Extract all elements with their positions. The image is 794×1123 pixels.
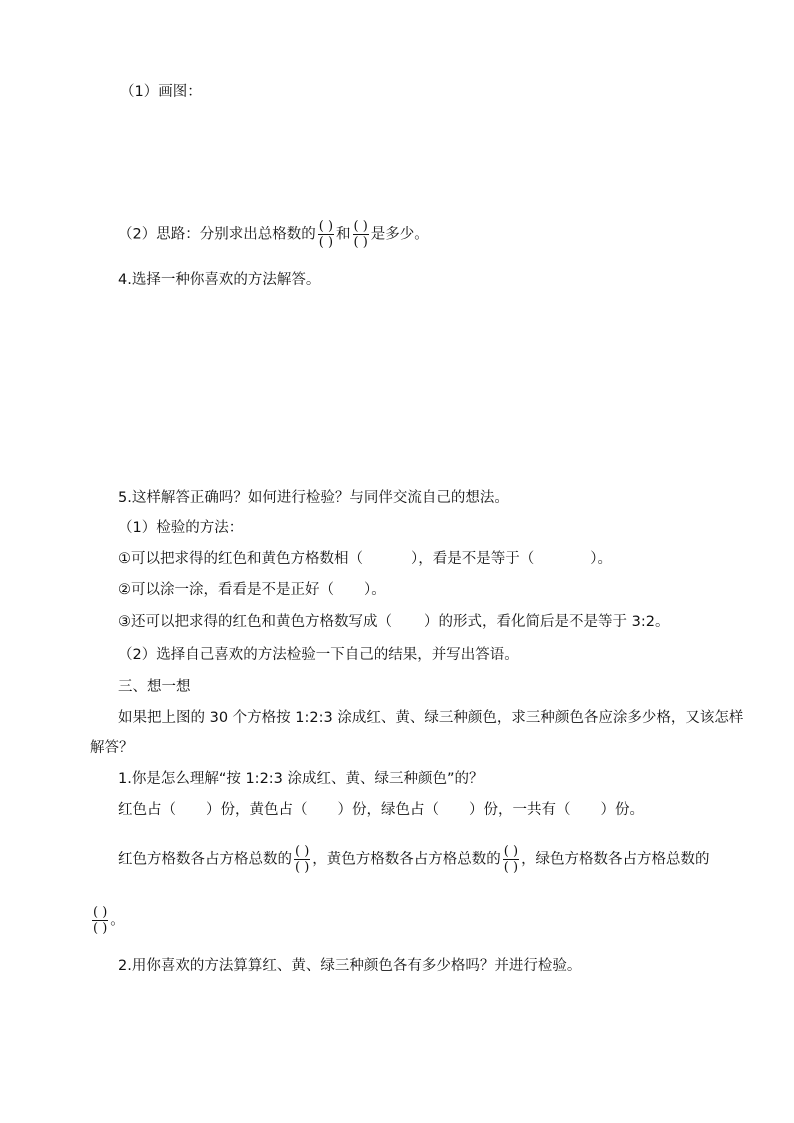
draw-label: （1）画图： xyxy=(120,84,202,100)
frac-yellow-label: ，黄色方格数各占方格总数的 xyxy=(312,851,501,868)
numerator-blank[interactable]: ( ) xyxy=(93,905,108,920)
method-1-text-c: ）。 xyxy=(590,551,612,567)
parts-line xyxy=(118,800,644,820)
fraction-blank[interactable] xyxy=(352,219,370,250)
method-1-text-a: ①可以把求得的红色和黄色方格数相（ xyxy=(118,551,363,567)
check-method-label: （1）检验的方法： xyxy=(118,520,244,536)
fraction-blank[interactable] xyxy=(502,844,520,875)
frac-green-label: ，绿色方格数各占方格总数的 xyxy=(521,851,710,868)
denominator-blank[interactable]: ( ) xyxy=(353,235,368,250)
method-2-text-a: ②可以涂一涂，看看是不是正好（ xyxy=(118,582,334,598)
denominator-blank[interactable]: ( ) xyxy=(295,860,310,875)
method-3 xyxy=(118,612,669,632)
fraction-blank[interactable] xyxy=(91,905,109,936)
method-2 xyxy=(118,580,386,600)
method-3-text-b: ）的形式，看化简后是不是等于 3:2。 xyxy=(424,614,670,630)
method-3-text-a: ③还可以把求得的红色和黄色方格数写成（ xyxy=(118,614,392,630)
idea-prefix: （2）思路：分别求出总格数的 xyxy=(118,226,316,243)
section-3-question-1: 1.你是怎么理解“按 1:2:3 涂成红、黄、绿三种颜色”的？ xyxy=(118,771,484,787)
fraction-blank[interactable] xyxy=(293,844,311,875)
frac-end: 。 xyxy=(110,912,125,929)
idea-line xyxy=(118,219,429,250)
denominator-blank[interactable]: ( ) xyxy=(503,860,519,875)
method-1 xyxy=(118,549,612,569)
numerator-blank[interactable]: ( ) xyxy=(295,844,310,859)
question-4: 4.选择一种你喜欢的方法解答。 xyxy=(118,272,321,288)
idea-and: 和 xyxy=(336,226,351,243)
parts-red-label: 红色占（ xyxy=(118,802,176,818)
fraction-blank[interactable] xyxy=(317,219,335,250)
fraction-line-2 xyxy=(90,905,125,936)
method-2-text-b: ）。 xyxy=(364,582,386,598)
numerator-blank[interactable]: ( ) xyxy=(318,219,334,234)
section-3-problem-line-2: 解答？ xyxy=(90,740,134,756)
section-3-heading: 三、想一想 xyxy=(118,679,191,695)
parts-yellow-label: ）份，黄色占（ xyxy=(206,802,308,818)
question-5-title: 5.这样解答正确吗？如何进行检验？与同伴交流自己的想法。 xyxy=(118,490,509,506)
idea-suffix: 是多少。 xyxy=(370,226,429,243)
numerator-blank[interactable]: ( ) xyxy=(353,219,368,234)
section-3-problem-line-1: 如果把上图的 30 个方格按 1:2:3 涂成红、黄、绿三种颜色，求三种颜色各应涂多少格，又该怎样 xyxy=(118,710,744,726)
method-1-text-b: ），看是不是等于（ xyxy=(411,551,535,567)
parts-end: ）份。 xyxy=(600,802,644,818)
fraction-line xyxy=(118,844,710,875)
self-check-label: （2）选择自己喜欢的方法检验一下自己的结果，并写出答语。 xyxy=(118,647,519,663)
frac-red-label: 红色方格数各占方格总数的 xyxy=(118,851,292,868)
parts-green-label: ）份，绿色占（ xyxy=(337,802,439,818)
parts-total-label: ）份，一共有（ xyxy=(469,802,571,818)
denominator-blank[interactable]: ( ) xyxy=(93,921,108,936)
numerator-blank[interactable]: ( ) xyxy=(503,844,519,859)
section-3-question-2: 2.用你喜欢的方法算算红、黄、绿三种颜色各有多少格吗？并进行检验。 xyxy=(118,958,582,974)
denominator-blank[interactable]: ( ) xyxy=(318,235,334,250)
